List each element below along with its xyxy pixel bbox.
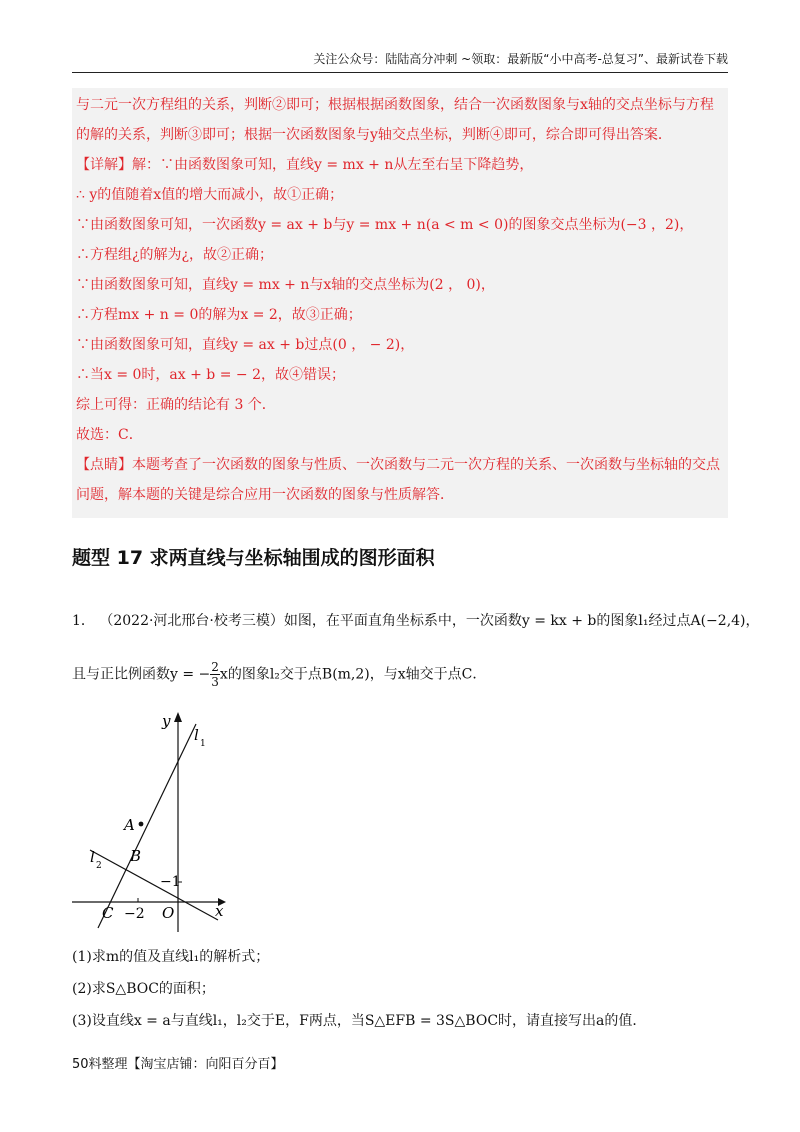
line-l1: [98, 724, 196, 928]
fraction-denominator: 3: [211, 675, 219, 689]
answer-line: 【点睛】本题考查了一次函数的图象与性质、一次函数与二元一次方程的关系、一次函数与坐标轴的交点: [76, 457, 720, 473]
answer-line: 故选：C．: [76, 427, 143, 443]
answer-line: 综上可得：正确的结论有 3 个．: [76, 397, 276, 413]
page-header: 关注公众号：陆陆高分冲刺 ~领取：最新版“小中高考-总复习”、最新试卷下载: [72, 50, 728, 73]
question-text: 且与正比例函数y = −: [72, 666, 211, 683]
answer-line: 问题，解本题的关键是综合应用一次函数的图象与性质解答．: [76, 487, 454, 503]
answer-line: ∴ y的值随着x值的增大而减小，故①正确；: [76, 187, 344, 203]
y-axis-label: y: [162, 712, 171, 730]
answer-line: 的解的关系，判断③即可；根据一次函数图象与y轴交点坐标，判断④即可，综合即可得出答案．: [76, 127, 672, 143]
answer-explanation-box: [72, 88, 728, 518]
l1-subscript: 1: [200, 739, 206, 749]
l1-label: l: [194, 726, 199, 744]
answer-line: ∴当x = 0时，ax + b = − 2，故④错误；: [76, 367, 345, 383]
l2-subscript: 2: [96, 861, 102, 871]
y-tick-label: −1: [160, 874, 181, 890]
answer-line: 与二元一次方程组的关系，判断②即可；根据根据函数图象，结合一次函数图象与x轴的交点坐标与方程: [76, 97, 714, 113]
subquestion-2: (2)求S△BOC的面积；: [72, 981, 215, 997]
point-a: [139, 822, 144, 827]
answer-line: ∵由函数图象可知，直线y = mx + n与x轴的交点坐标为(2 ， 0)，: [76, 277, 495, 293]
question-line-2: [72, 660, 486, 689]
coordinate-figure: [68, 706, 228, 936]
answer-line: ∴方程组¿的解为¿，故②正确；: [76, 247, 274, 263]
fraction-numerator: 2: [211, 660, 219, 674]
subquestion-1: (1)求m的值及直线l₁的解析式；: [72, 949, 270, 965]
subquestion-3: (3)设直线x = a与直线l₁，l₂交于E，F两点，当S△EFB = 3S△BOC时，请直接写出a的值．: [72, 1013, 647, 1029]
fraction: [210, 660, 220, 689]
point-c-label: C: [102, 904, 114, 922]
section-title: 题型 17 求两直线与坐标轴围成的图形面积: [72, 547, 435, 569]
answer-line: ∵由函数图象可知，直线y = ax + b过点(0 ， − 2)，: [76, 337, 415, 353]
answer-line: 【详解】解：∵由函数图象可知，直线y = mx + n从左至右呈下降趋势，: [76, 157, 534, 173]
x-axis-label: x: [215, 902, 224, 920]
answer-line: ∵由函数图象可知，一次函数y = ax + b与y = mx + n(a < m < 0)的图象交点坐标为(−3 ，2)，: [76, 217, 694, 233]
page-footer: 50料整理【淘宝店铺：向阳百分百】: [72, 1057, 284, 1072]
point-a-label: A: [124, 816, 135, 834]
l2-label: l: [90, 848, 95, 866]
x-tick-label: −2: [124, 906, 145, 922]
origin-label: O: [162, 904, 175, 922]
y-axis-arrow: [174, 712, 182, 722]
question-line-1: 1． （2022·河北邢台·校考三模）如图，在平面直角坐标系中，一次函数y = kx + b的图象l₁经过点A(−2,4)，: [72, 613, 760, 629]
question-text: x的图象l₂交于点B(m,2)，与x轴交于点C．: [219, 666, 487, 683]
answer-line: ∴方程mx + n = 0的解为x = 2，故③正确；: [76, 307, 362, 323]
point-b-label: B: [130, 847, 142, 865]
